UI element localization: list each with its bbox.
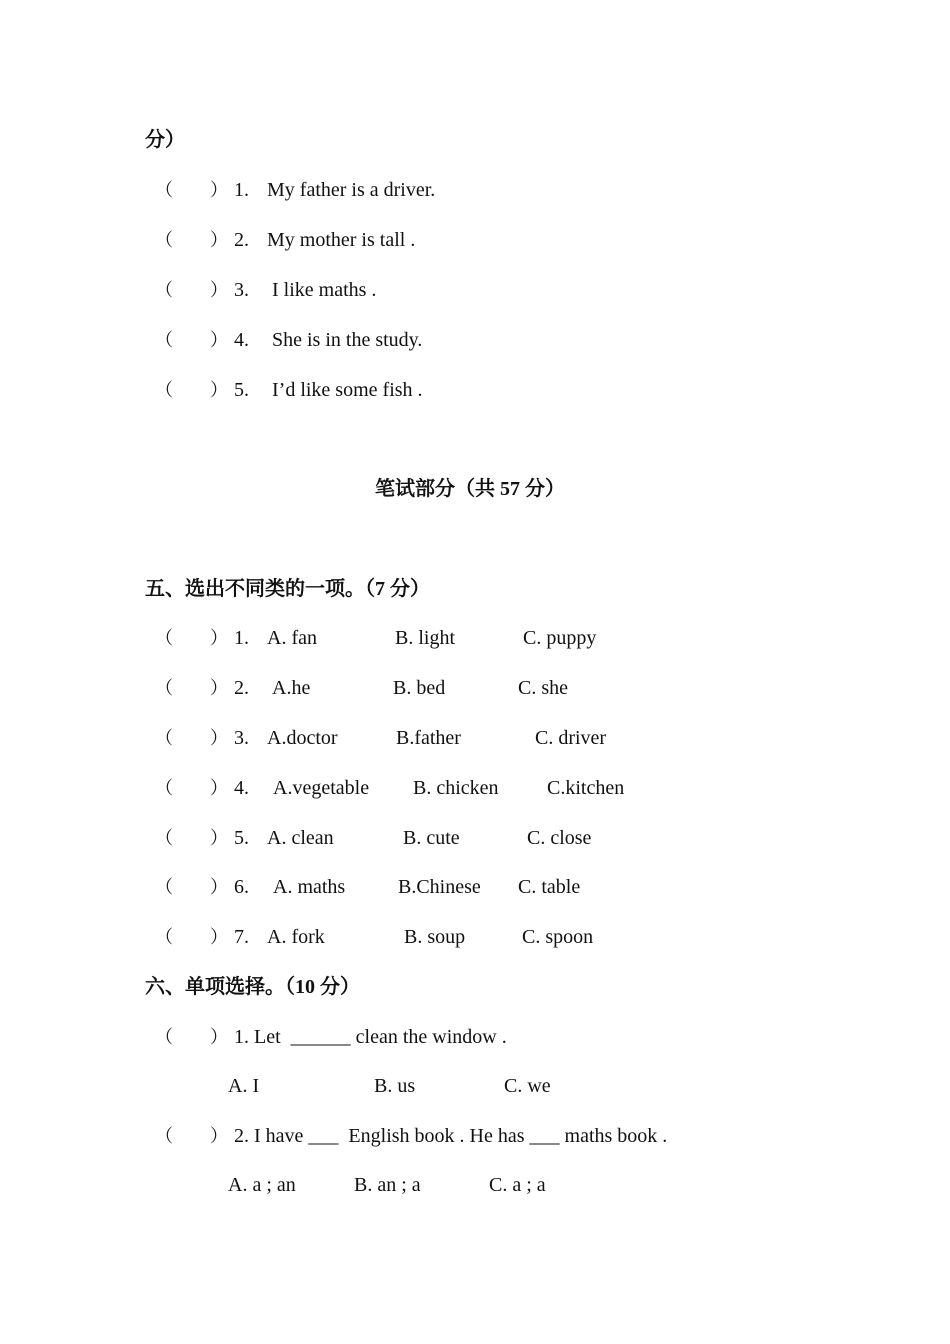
option-b: B. light (395, 627, 456, 649)
item-text: My mother is tall . (267, 229, 416, 251)
option-b: B. chicken (413, 777, 499, 799)
item-number: 4. (234, 329, 249, 351)
answer-blank-open[interactable]: （ (155, 778, 173, 798)
option-b: B. an ; a (354, 1174, 421, 1196)
option-c: C. table (518, 876, 581, 898)
question-text: 2. I have ___ English book . He has ___ maths book . (234, 1125, 668, 1147)
item-number: 5. (234, 827, 249, 849)
option-b: B. bed (393, 677, 446, 699)
answer-blank-close: ） (210, 1027, 228, 1047)
answer-blank-close: ） (210, 728, 228, 748)
answer-blank-open[interactable]: （ (155, 380, 173, 400)
answer-blank-open[interactable]: （ (155, 230, 173, 250)
item-text: My father is a driver. (267, 179, 436, 201)
section5-title: 五、选出不同类的一项。（7 分） (145, 578, 430, 600)
option-a: A.he (272, 677, 311, 699)
section6-title: 六、单项选择。（10 分） (145, 976, 360, 998)
answer-blank-open[interactable]: （ (155, 678, 173, 698)
answer-blank-close: ） (210, 1126, 228, 1146)
item-number: 6. (234, 876, 249, 898)
option-c: C. spoon (522, 926, 594, 948)
answer-blank-close: ） (210, 828, 228, 848)
option-c: C. we (504, 1075, 551, 1097)
item-text: I like maths . (272, 279, 377, 301)
option-b: B. cute (403, 827, 460, 849)
answer-blank-close: ） (210, 330, 228, 350)
answer-blank-open[interactable]: （ (155, 280, 173, 300)
item-text: I’d like some fish . (272, 379, 423, 401)
item-number: 2. (234, 229, 249, 251)
answer-blank-open[interactable]: （ (155, 628, 173, 648)
answer-blank-close: ） (210, 678, 228, 698)
option-b: B. soup (404, 926, 466, 948)
item-text: She is in the study. (272, 329, 423, 351)
answer-blank-close: ） (210, 778, 228, 798)
option-a: A. I (228, 1075, 260, 1097)
answer-blank-open[interactable]: （ (155, 877, 173, 897)
option-a: A.doctor (267, 727, 338, 749)
option-c: C. driver (535, 727, 607, 749)
item-number: 4. (234, 777, 249, 799)
option-a: A. fan (267, 627, 317, 649)
written-part-title: 笔试部分（共 57 分） (375, 478, 565, 500)
answer-blank-close: ） (210, 877, 228, 897)
option-c: C.kitchen (547, 777, 625, 799)
header-fragment: 分） (145, 129, 185, 151)
answer-blank-close: ） (210, 927, 228, 947)
answer-blank-open[interactable]: （ (155, 728, 173, 748)
item-number: 7. (234, 926, 249, 948)
option-c: C. puppy (523, 627, 597, 649)
answer-blank-open[interactable]: （ (155, 927, 173, 947)
option-a: A. clean (267, 827, 334, 849)
answer-blank-close: ） (210, 280, 228, 300)
option-c: C. she (518, 677, 568, 699)
item-number: 1. (234, 627, 249, 649)
item-number: 2. (234, 677, 249, 699)
answer-blank-close: ） (210, 180, 228, 200)
option-b: B.Chinese (398, 876, 481, 898)
option-a: A. maths (273, 876, 346, 898)
question-text: 1. Let ______ clean the window . (234, 1026, 507, 1048)
option-a: A. a ; an (228, 1174, 296, 1196)
item-number: 3. (234, 727, 249, 749)
option-a: A. fork (267, 926, 325, 948)
option-b: B. us (374, 1075, 416, 1097)
option-a: A.vegetable (273, 777, 370, 799)
answer-blank-close: ） (210, 628, 228, 648)
answer-blank-open[interactable]: （ (155, 180, 173, 200)
item-number: 3. (234, 279, 249, 301)
option-c: C. a ; a (489, 1174, 546, 1196)
option-c: C. close (527, 827, 592, 849)
answer-blank-close: ） (210, 380, 228, 400)
option-b: B.father (396, 727, 461, 749)
item-number: 5. (234, 379, 249, 401)
answer-blank-open[interactable]: （ (155, 1126, 173, 1146)
answer-blank-open[interactable]: （ (155, 828, 173, 848)
item-number: 1. (234, 179, 249, 201)
answer-blank-open[interactable]: （ (155, 1027, 173, 1047)
answer-blank-open[interactable]: （ (155, 330, 173, 350)
answer-blank-close: ） (210, 230, 228, 250)
